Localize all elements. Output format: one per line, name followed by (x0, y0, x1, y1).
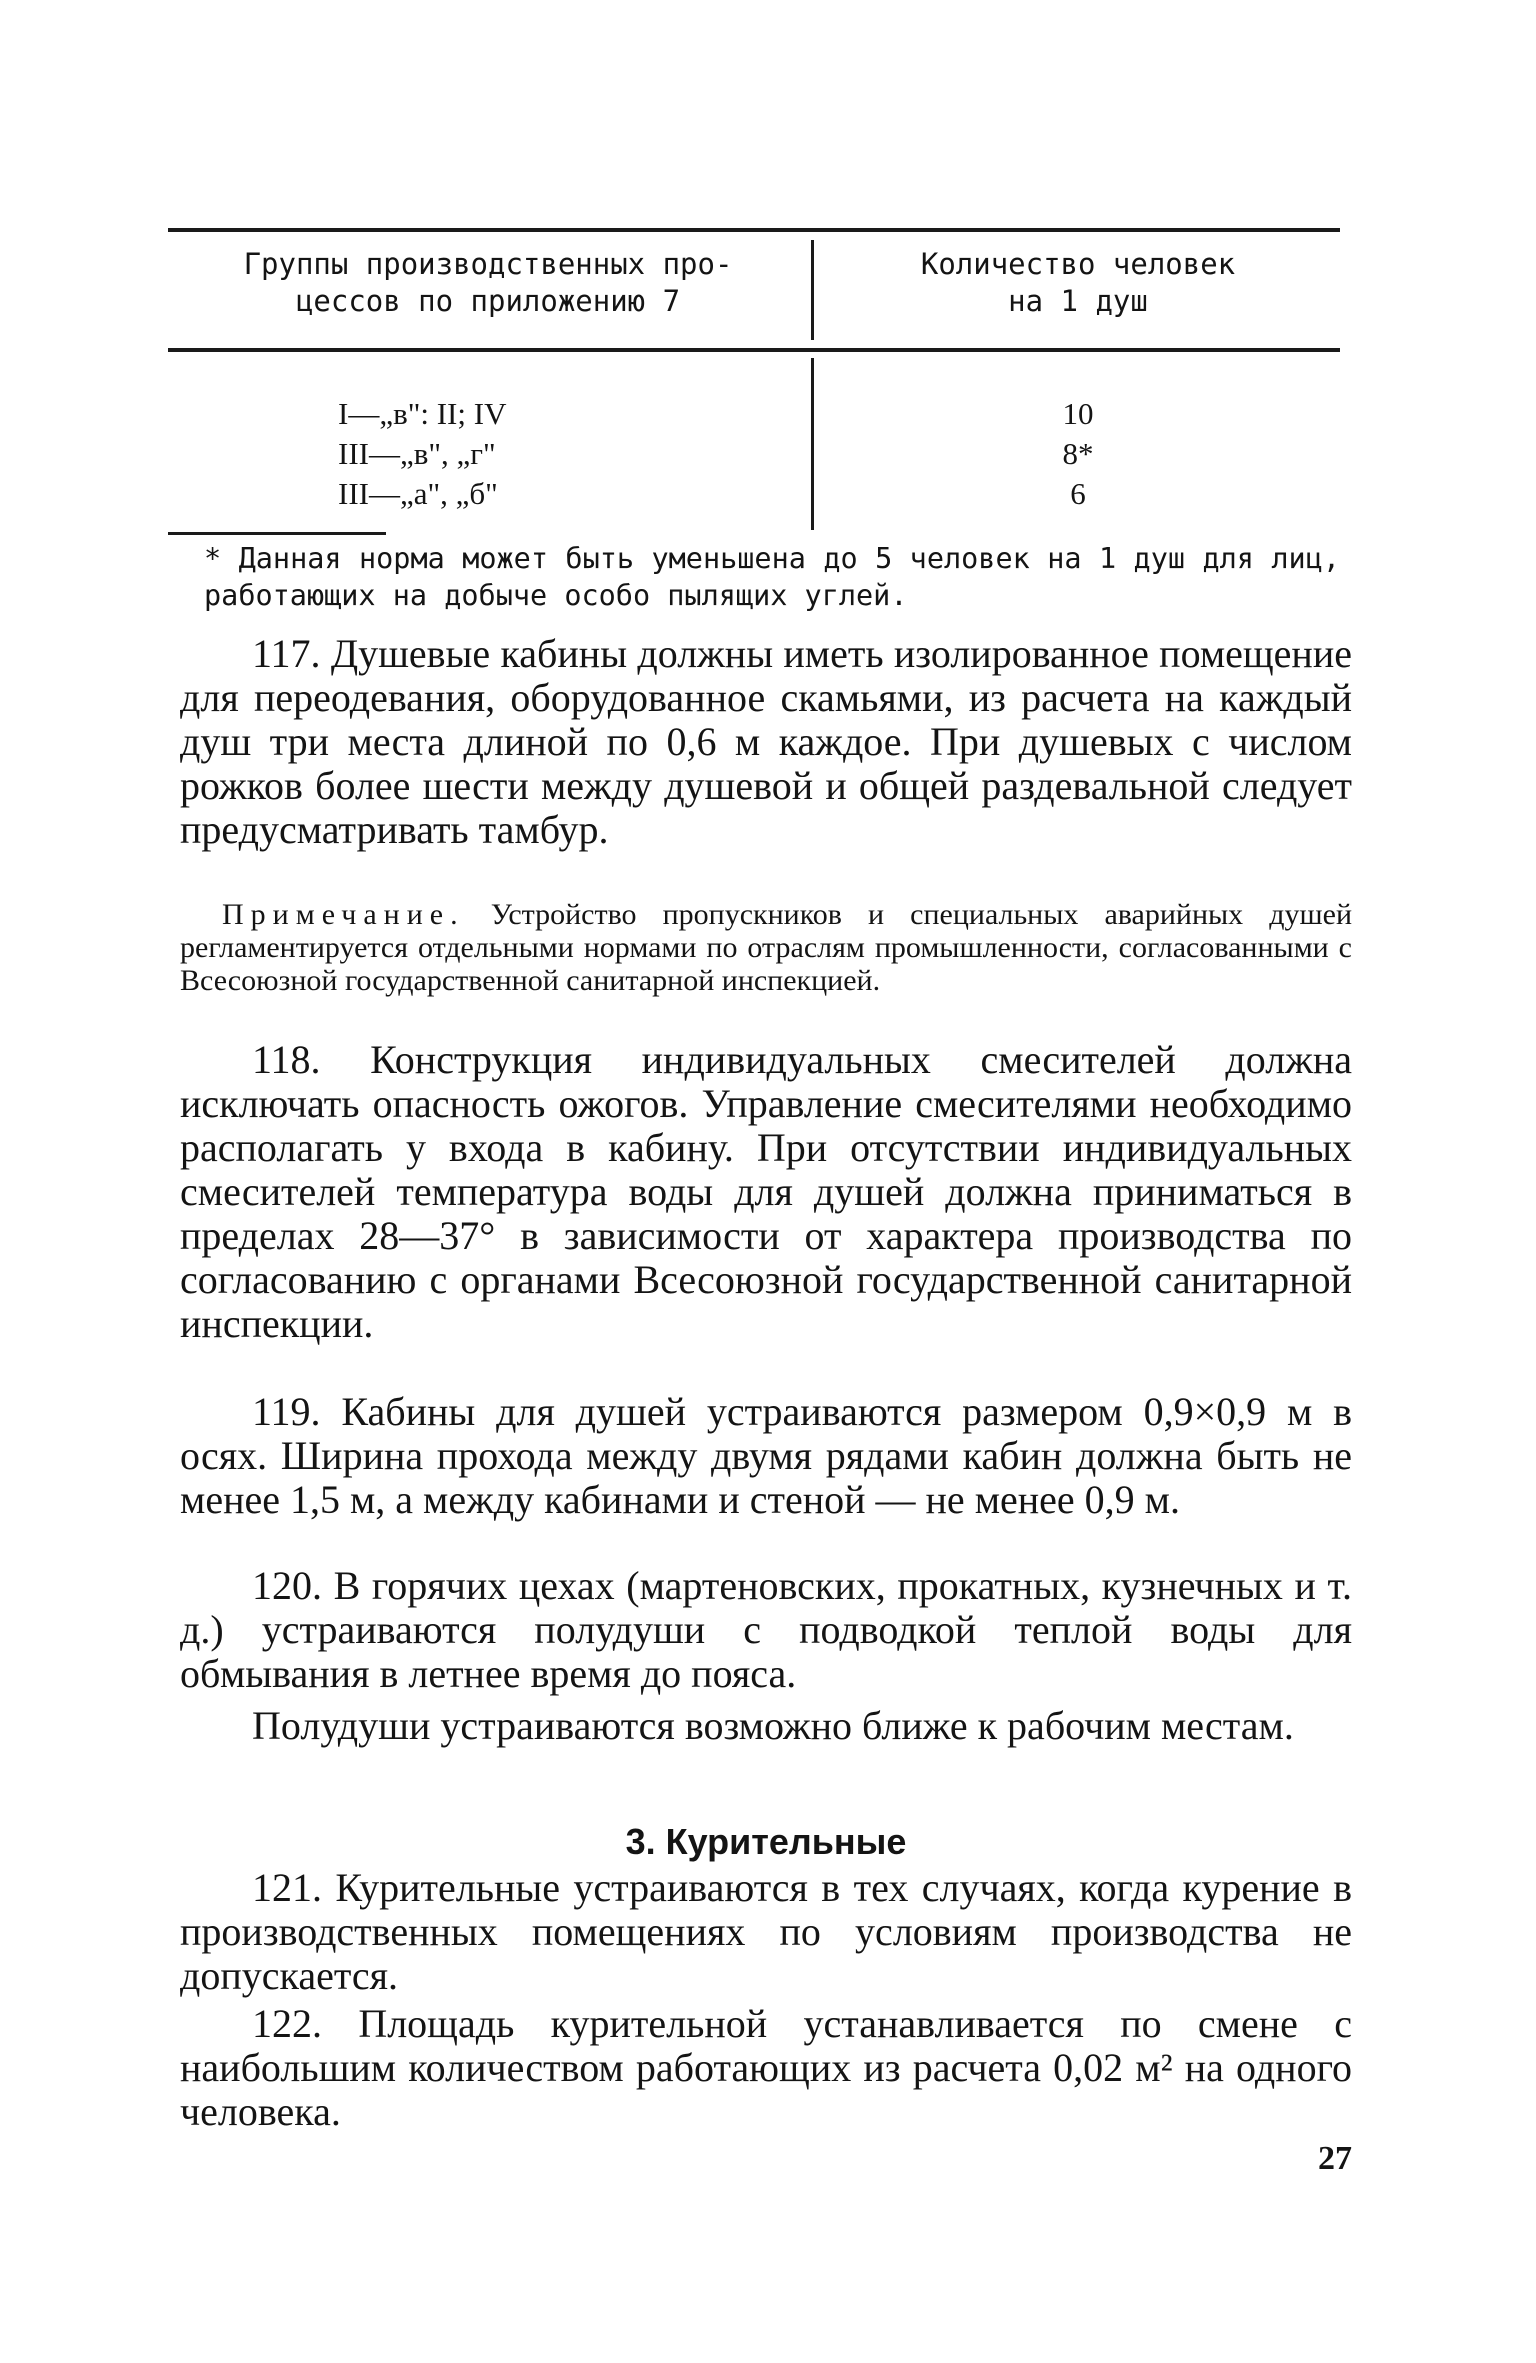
note-text: Устройство пропускников и специальных аварийных душей регламентируется отдельными нормами по отраслям промышленности, согласованными с Всесоюзной государственной санитарной инспекцией. (180, 898, 1352, 997)
paragraph-117 (180, 632, 1352, 852)
table-top-rule (168, 228, 1340, 232)
paragraph-120-text: 120. В горячих цехах (мартеновских, прокатных, кузнечных и т. д.) устраиваются полудуши с подводкой теплой воды для обмывания в летнее время до пояса. (180, 1563, 1352, 1696)
paragraph-119-text: 119. Кабины для душей устраиваются размером 0,9×0,9 м в осях. Ширина прохода между двумя рядами кабин должна быть не менее 1,5 м, а между кабинами и стеной — не менее 0,9 м. (180, 1389, 1352, 1522)
paragraph-120-continuation: Полудуши устраиваются возможно ближе к рабочим местам. (252, 1703, 1294, 1748)
note-block (180, 898, 1352, 997)
page-number: 27 (1318, 2140, 1352, 2177)
table-header-groups-line1: Группы производственных про- (243, 247, 733, 281)
section-title: 3. Курительные (625, 1821, 907, 1862)
table-cell-group: III—„а", „б" (338, 476, 498, 511)
paragraph-122 (180, 2002, 1352, 2134)
table-count-column (816, 394, 1340, 514)
paragraph-117-text: 117. Душевые кабины должны иметь изолированное помещение для переодевания, оборудованное скамьями, из расчета на каждый душ три места длиной по 0,6 м каждое. При душевых с числом рожков более шести между душевой и общей раздевальной следует предусматривать тамбур. (180, 631, 1352, 852)
table-footnote (168, 540, 1340, 614)
table-header-groups-line2: цессов по приложению 7 (295, 284, 681, 318)
paragraph-121 (180, 1866, 1352, 1998)
table-header-divider (811, 240, 814, 340)
table-header-count (816, 246, 1340, 320)
table-body-divider (811, 358, 814, 530)
paragraph-118-text: 118. Конструкция индивидуальных смесителей должна исключать опасность ожогов. Управление смесителями необходимо располагать у входа в кабину. При отсутствии индивидуальных смесителей температура воды для душей должна приниматься в пределах 28—37° в зависимости от характера производства по согласованию с органами Всесоюзной государственной санитарной инспекции. (180, 1037, 1352, 1346)
paragraph-121-text: 121. Курительные устраиваются в тех случаях, когда курение в производственных помещениях по условиям производства не допускается. (180, 1865, 1352, 1998)
table-cell-count: 10 (1062, 396, 1094, 431)
table-header-groups (168, 246, 808, 320)
paragraph-118 (180, 1038, 1352, 1346)
note-paragraph (180, 898, 1352, 997)
table-header-rule (168, 348, 1340, 352)
footnote-text: * Данная норма может быть уменьшена до 5 человек на 1 душ для лиц, работающих на добыче особо пылящих углей. (204, 542, 1340, 612)
table-header-count-line2: на 1 душ (1008, 284, 1148, 318)
table-cell-group: III—„в", „г" (338, 436, 496, 471)
note-lead: Примечание. (222, 898, 465, 931)
table-header-count-line1: Количество человек (920, 247, 1236, 281)
table-cell-count: 6 (1070, 476, 1086, 511)
shower-norms-table (168, 228, 1340, 528)
paragraph-122-text: 122. Площадь курительной устанавливается по смене с наибольшим количеством работающих из расчета 0,02 м² на одного человека. (180, 2001, 1352, 2134)
paragraph-119 (180, 1390, 1352, 1522)
table-groups-column (338, 394, 758, 514)
footnote-rule (168, 532, 386, 535)
paragraph-120 (180, 1564, 1352, 1748)
table-cell-count: 8* (1062, 436, 1094, 471)
table-cell-group: I—„в": II; IV (338, 396, 507, 431)
